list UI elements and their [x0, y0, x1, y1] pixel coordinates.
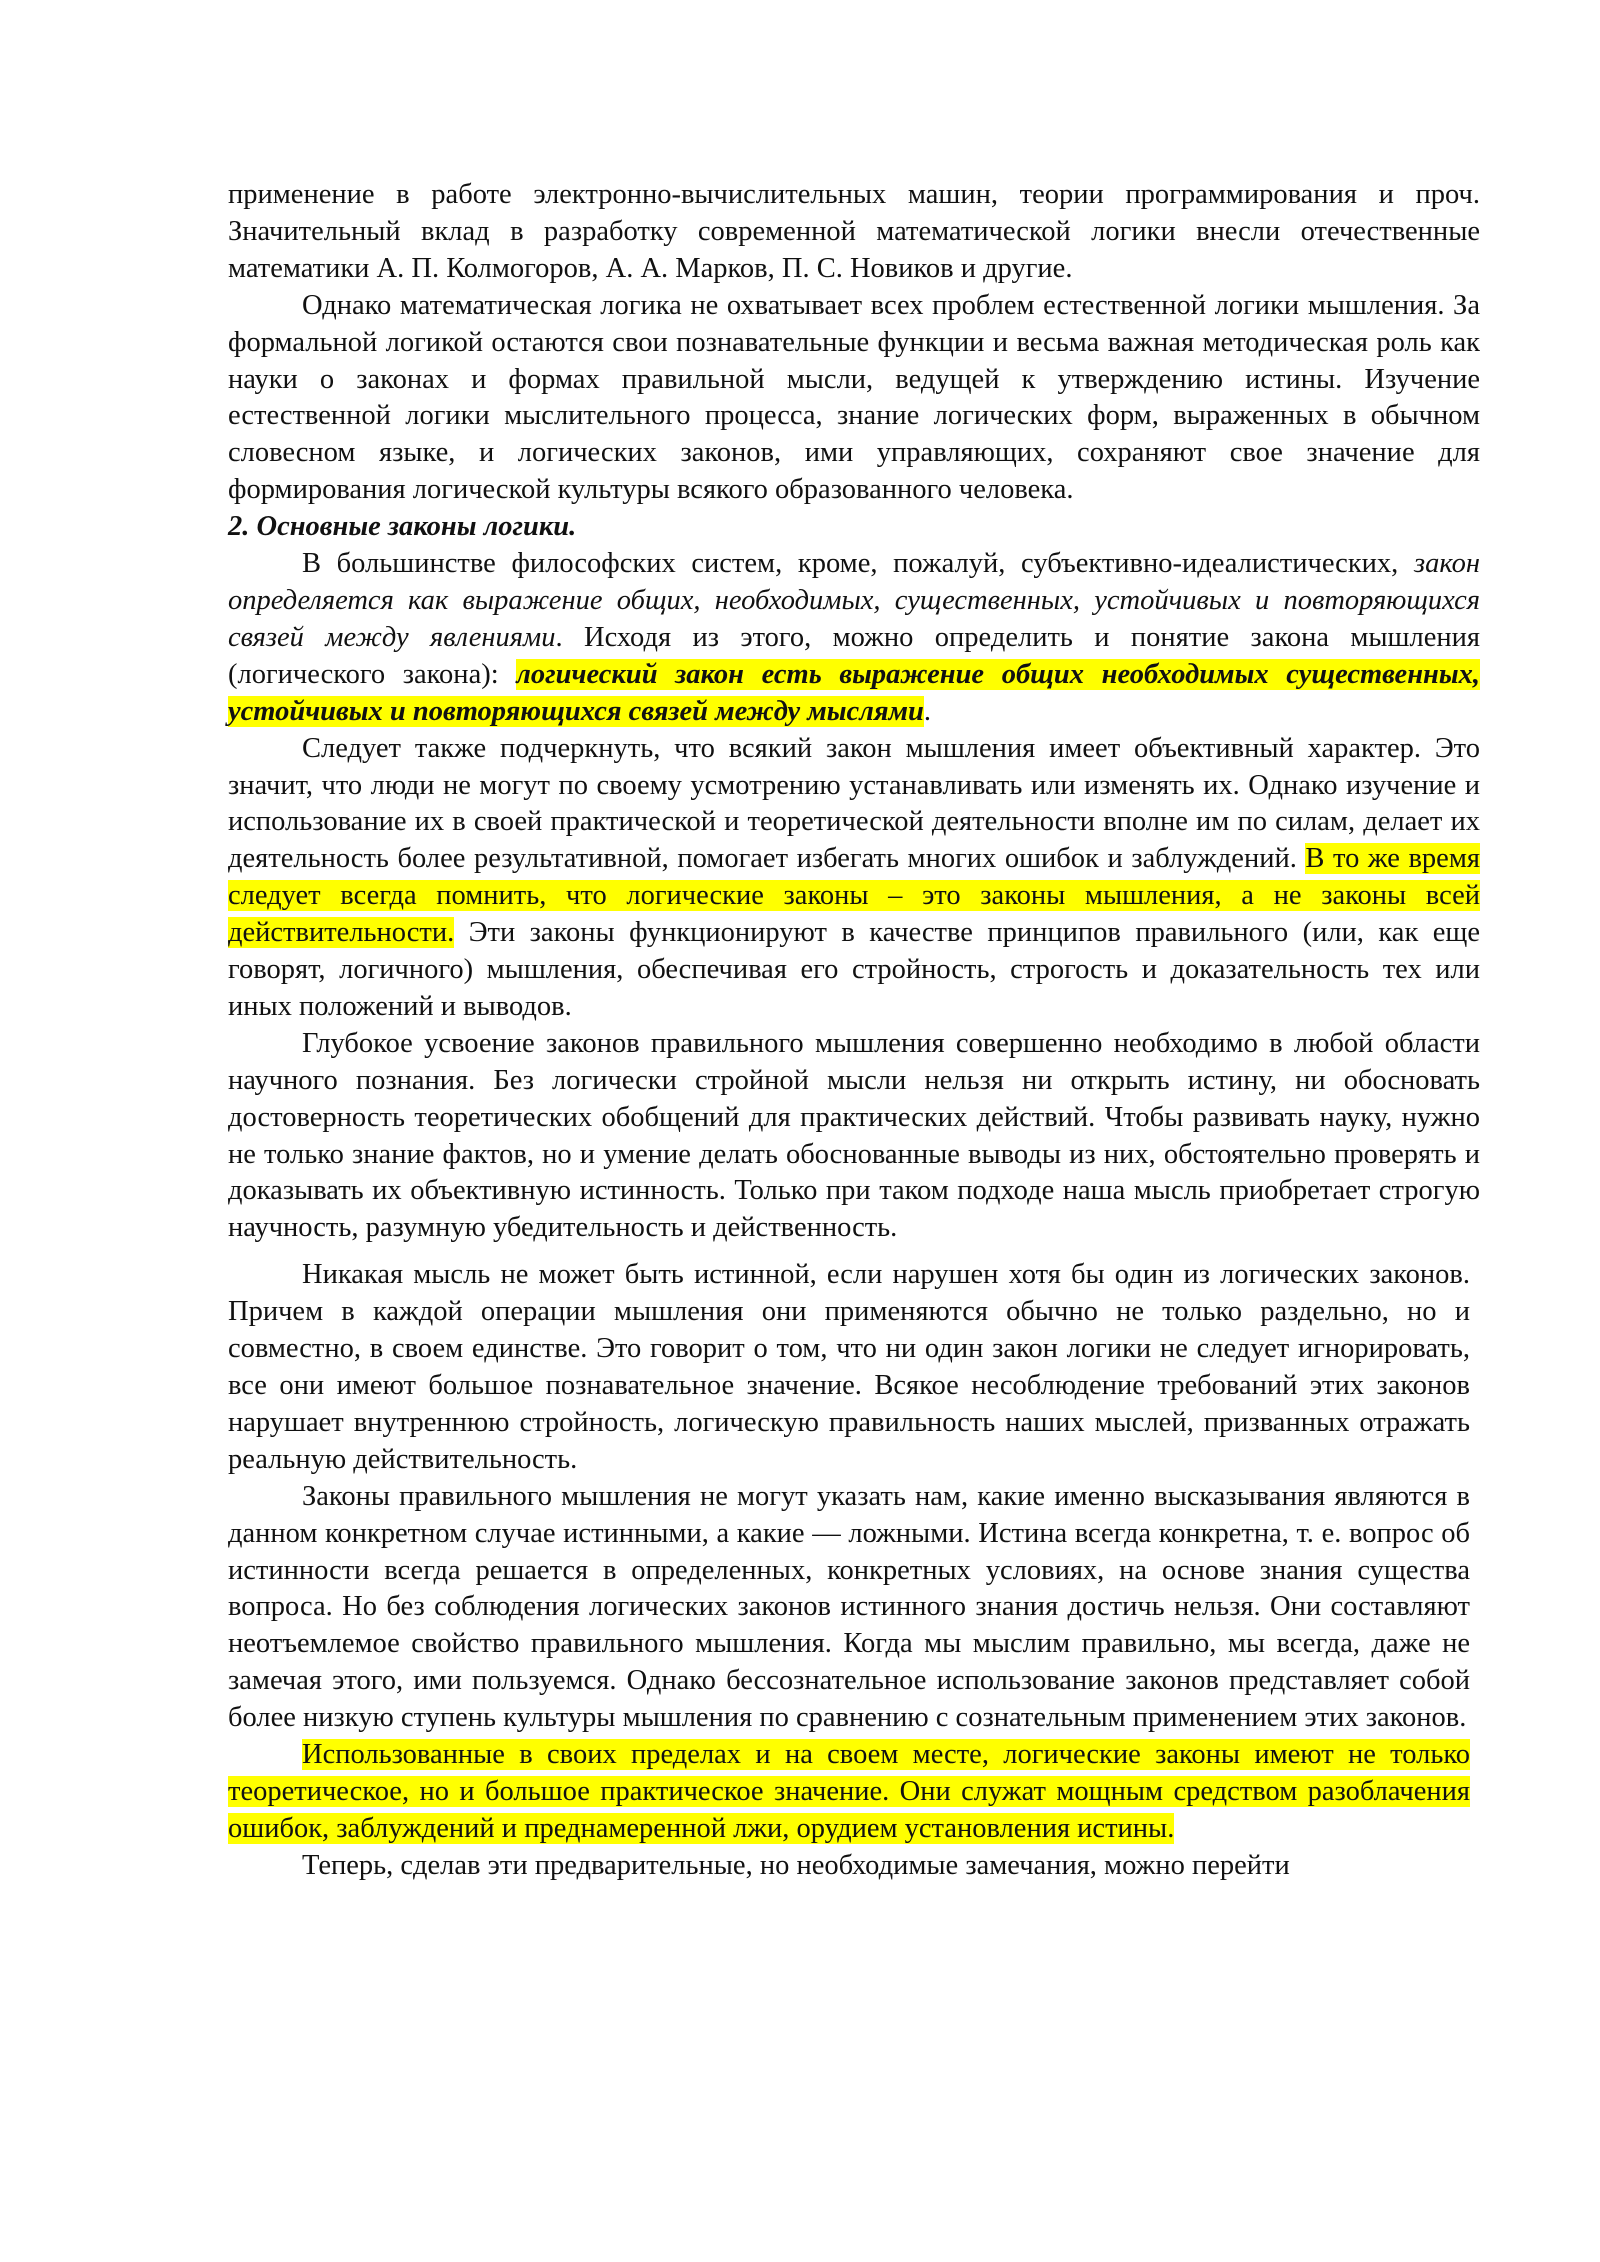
law-definition-end: .: [923, 695, 932, 727]
law-definition-middle: . Исходя из этого, можно определить и понятие закона мышления (логического закона):: [228, 621, 1480, 690]
paragraph-transition: Теперь, сделав эти предварительные, но необходимые замечания, можно перейти: [302, 1849, 1290, 1881]
paragraph-laws-cannot-indicate: Законы правильного мышления не могут указать нам, какие именно высказывания являются в данном конкретном случае истинными, а какие — ложными. Истина всегда конкретна, т. е. вопрос об истинности всегда решается в определенных, конкретных условиях, на основе знания существа вопроса. Но без соблюдения логических законов истинного знания достичь нельзя. Они составляют неотъемлемое свойство правильного мышления. Когда мы мыслим правильно, мы всегда, даже не замечая этого, ими пользуемся. Однако бессознательное использование законов представляет собой более низкую ступень культуры мышления по сравнению с сознательным применением этих законов.: [228, 1480, 1470, 1734]
paragraph-math-logic-intro: применение в работе электронно-вычислительных машин, теории программирования и проч. Значительный вклад в разработку современной математической логики внесли отечественные математики А. П. Колмогоров, А. А. Марков, П. С. Новиков и другие.: [228, 179, 1480, 284]
paragraph-practical-significance: [228, 1737, 1470, 1848]
law-definition-italic: закон определяется как выражение общих, необходимых, существенных, устойчивых и повторяющихся связей между явлениями: [228, 548, 1480, 653]
law-definition-lead: В большинстве философских систем, кроме, пожалуй, субъективно-идеалистических,: [302, 548, 1414, 580]
paragraph-deep-mastery: Глубокое усвоение законов правильного мышления совершенно необходимо в любой области научного познания. Без логически стройной мысли нельзя ни открыть истину, ни обосновать достоверность теоретических обобщений для практических действий. Чтобы развивать науку, нужно не только знание фактов, но и умение делать обоснованные выводы из них, обстоятельно проверять и доказывать их объективную истинность. Только при таком подходе наша мысль приобретает строгую научность, разумную убедительность и действенность.: [228, 1027, 1480, 1244]
objective-character-end: Эти законы функционируют в качестве принципов правильного (или, как еще говорят, логичного) мышления, обеспечивая его стройность, строгость и доказательность тех или иных положений и выводов.: [228, 917, 1480, 1022]
section-heading: 2. Основные законы логики.: [228, 511, 577, 543]
paragraph-law-definition: [228, 546, 1480, 731]
paragraph-math-logic-limits: Однако математическая логика не охватывает всех проблем естественной логики мышления. За формальной логикой остаются свои познавательные функции и весьма важная методическая роль как науки о законах и формах правильной мысли, ведущей к утверждению истины. Изучение естественной логики мыслительного процесса, знание логических форм, выраженных в обычном словесном языке, и логических законов, ими управляющих, сохраняют свое значение для формирования логической культуры всякого образованного человека.: [228, 289, 1480, 506]
document-page: [228, 177, 1480, 1885]
paragraph-no-true-thought: Никакая мысль не может быть истинной, если нарушен хотя бы один из логических законов. Причем в каждой операции мышления они применяются обычно не только раздельно, но и совместно, в своем единстве. Это говорит о том, что ни один закон логики не следует игнорировать, все они имеют большое познавательное значение. Всякое несоблюдение требований этих законов нарушает внутреннюю стройность, логическую правильность наших мыслей, призванных отражать реальную действительность.: [228, 1259, 1470, 1475]
logical-laws-reminder-highlight: В то же время следует всегда помнить, что логические законы – это законы мышления, а не законы всей действительности.: [228, 843, 1480, 949]
practical-significance-highlight: Использованные в своих пределах и на своем месте, логические законы имеют не только теоретическое, но и большое практическое значение. Они служат мощным средством разоблачения ошибок, заблуждений и преднамеренной лжи, орудием установления истины.: [228, 1739, 1470, 1844]
paragraph-objective-character: [228, 731, 1480, 1026]
objective-character-lead: Следует также подчеркнуть, что всякий закон мышления имеет объективный характер. Это значит, что люди не могут по своему усмотрению устанавливать или изменять их. Однако изучение и использование их в своей практической и теоретической деятельности вполне им по силам, делает их деятельность более результативной, помогает избегать многих ошибок и заблуждений.: [228, 732, 1480, 875]
logical-law-definition-highlight: логический закон есть выражение общих необходимых существенных, устойчивых и повторяющихся связей между мыслями: [228, 658, 1481, 727]
